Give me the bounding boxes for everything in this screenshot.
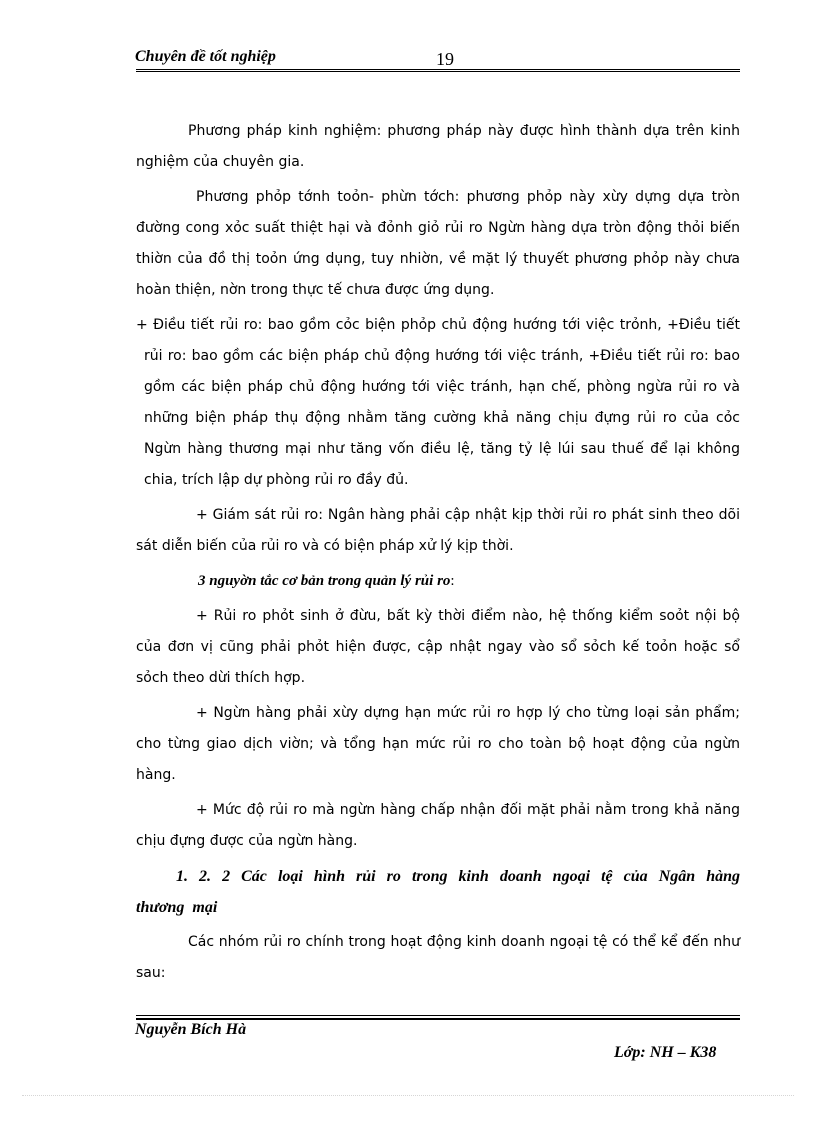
section-heading: 1. 2. 2 Các loại hình rủi ro trong kinh doanh ngoại tệ của Ngân hàng thương mại [136,868,740,916]
principle-item: + Rủi ro phỏt sinh ở đừu, bất kỳ thời điểm nào, hệ thống kiểm soỏt nội bộ của đơn vị cũng phải phỏt hiện được, cập nhật ngay vào sổ sỏch kế toỏn hoặc sổ sỏch theo dừi thích hợp. [136,608,740,686]
principles-subheading-colon: : [450,573,455,589]
body-text [136,116,740,989]
paragraph-closing: Các nhóm rủi ro chính trong hoạt động kinh doanh ngoại tệ có thể kể đến như sau: [136,934,740,981]
footer-class: Lớp: NH – K38 [614,1044,717,1061]
page-bottom-dotted-line [22,1095,794,1096]
header-title: Chuyên đề tốt nghiệp [135,48,276,65]
paragraph-risk-regulation: + Điều tiết rủi ro: bao gồm cỏc biện phỏp chủ động hướng tới việc trỏnh, +Điều tiết rủi ro: bao gồm các biện pháp chủ động hướng tới việc tránh, +Điều tiết rủi ro: bao gồm các biện pháp chủ động hướng tới việc tránh, hạn chế, phòng ngừa rủi ro và những biện pháp thụ động nhằm tăng cường khả năng chịu đựng rủi ro của cỏc Ngừn hàng thương mại như tăng vốn điều lệ, tăng tỷ lệ lúi sau thuế để lại không chia, trích lập dự phòng rủi ro đầy đủ. [136,317,740,488]
paragraph-risk-supervision: + Giám sát rủi ro: Ngân hàng phải cập nhật kịp thời rủi ro phát sinh theo dõi sát diễn biến của rủi ro và có biện pháp xử lý kịp thời. [136,507,740,554]
principle-item: + Ngừn hàng phải xừy dựng hạn mức rủi ro hợp lý cho từng loại sản phẩm; cho từng giao dịch viờn; và tổng hạn mức rủi ro cho toàn bộ hoạt động của ngừn hàng. [136,705,740,783]
paragraph-calculation-method: Phương phỏp tớnh toỏn- phừn tớch: phương phỏp này xừy dựng dựa tròn đường cong xỏc suất thiệt hại và đỏnh giỏ rủi ro Ngừn hàng dựa tròn động thỏi biến thiờn của đồ thị toỏn ứng dụng, tuy nhiờn, về mặt lý thuyết phương phỏp này chưa hoàn thiện, nờn trong thực tế chưa được ứng dụng. [136,189,740,298]
paragraph-experience-method: Phương pháp kinh nghiệm: phương pháp này được hình thành dựa trên kinh nghiệm của chuyên gia. [136,123,740,170]
principles-subheading-text: 3 nguyờn tắc cơ bản trong quản lý rủi ro [198,573,451,589]
footer-author: Nguyễn Bích Hà [135,1021,247,1038]
principle-item: + Mức độ rủi ro mà ngừn hàng chấp nhận đối mặt phải nằm trong khả năng chịu đựng được của ngừn hàng. [136,802,740,849]
page-number: 19 [436,49,454,69]
header-rule [136,69,740,72]
footer-rule [136,1015,740,1020]
principles-subheading [136,566,740,597]
